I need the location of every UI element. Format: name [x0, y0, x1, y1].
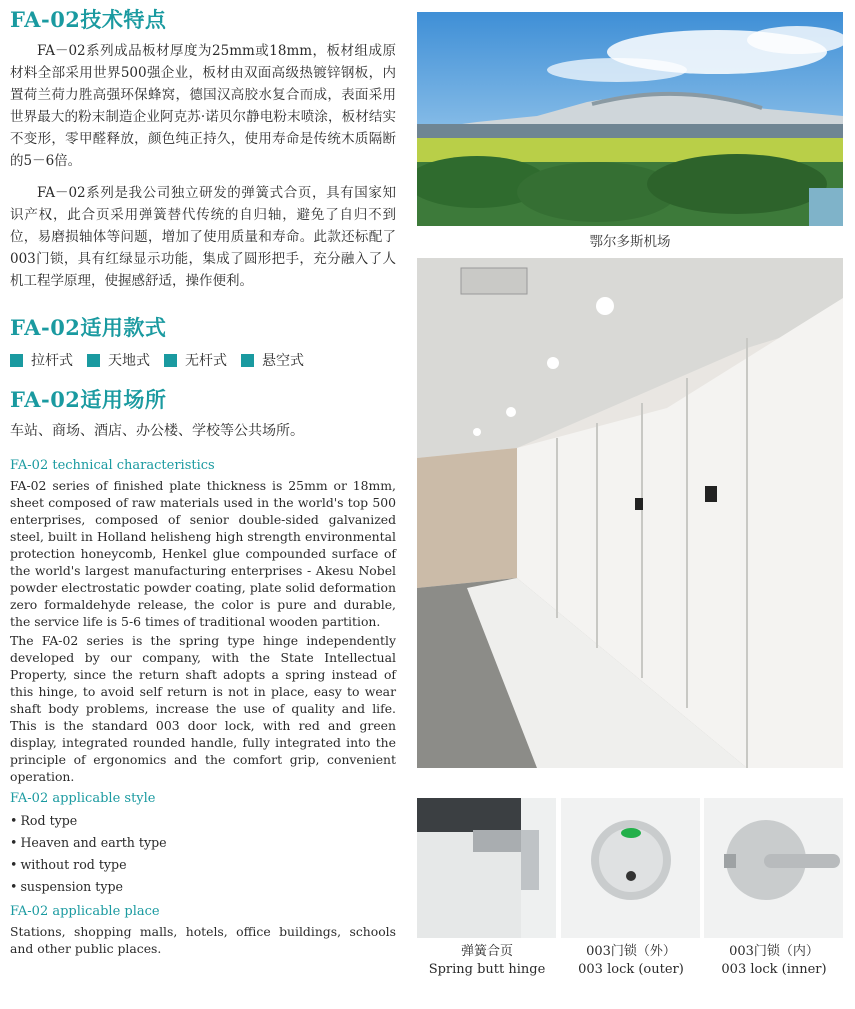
hinge-caption: 弹簧合页 Spring butt hinge [428, 944, 546, 977]
airport-caption: 鄂尔多斯机场 [589, 234, 671, 250]
hinge-photo [417, 798, 556, 938]
en-style-heading: FA-02 applicable style [10, 791, 156, 806]
text-column [10, 0, 396, 957]
style-title: FA-02适用款式 [10, 315, 167, 340]
lock-outer-caption: 003门锁（外） 003 lock (outer) [578, 944, 684, 977]
airport-photo [417, 12, 843, 226]
en-style-list [10, 810, 396, 898]
square-bullet-icon [164, 354, 177, 367]
style-list [10, 350, 396, 370]
en-tech-para-2: The FA-02 series is the spring type hinge independently developed by our company, with the State Intellectual Property, since the return shaft adopts a spring instead of this hinge, to avoid self return is not in place, easy to wear shaft body problems, increase the use of quality and life. This is the standard 003 door lock, with red and green display, integrated rounded handle, fully integrated into the principle of ergonomics and the comfort grip, convenient operation. [10, 633, 396, 784]
lock-inner-photo [704, 798, 843, 938]
en-tech-para-1: FA-02 series of finished plate thickness is 25mm or 18mm, sheet composed of raw materials used in the world's top 500 enterprises, composed of senior double-sided galvanized steel, built in Holland helisheng high strength environmental protection honeycomb, Henkel glue compounded surface of the world's largest manufacturing enterprises - Akesu Nobel powder electrostatic powder coating, plate solid deformation zero formaldehyde release, the color is pure and durable, the service life is 5-6 times of traditional wooden partition. [10, 478, 396, 629]
square-bullet-icon [87, 354, 100, 367]
en-tech-heading: FA-02 technical characteristics [10, 458, 215, 473]
place-text: 车站、商场、酒店、办公楼、学校等公共场所。 [10, 423, 304, 439]
place-title: FA-02适用场所 [10, 387, 167, 412]
tech-para-2: FA－02系列是我公司独立研发的弹簧式合页，具有国家知识产权，此合页采用弹簧替代传统的自归轴，避免了自归不到位，易磨损轴体等问题，增加了使用质量和寿命。此款还标配了003门锁，具有红绿显示功能，集成了圆形把手，充分融入了人机工程学原理，使握感舒适，操作便利。 [10, 185, 396, 289]
lock-inner-caption: 003门锁（内） 003 lock (inner) [721, 944, 827, 977]
square-bullet-icon [10, 354, 23, 367]
en-style-item: • without rod type [10, 854, 396, 876]
en-style-item: • Heaven and earth type [10, 832, 396, 854]
style-item: 拉杆式 [10, 350, 73, 370]
en-style-item: • Rod type [10, 810, 396, 832]
en-style-item: • suspension type [10, 876, 396, 898]
restroom-photo [417, 258, 843, 768]
style-item: 悬空式 [241, 350, 304, 370]
en-place-text: Stations, shopping malls, hotels, office buildings, schools and other public places. [10, 924, 396, 956]
square-bullet-icon [241, 354, 254, 367]
en-place-heading: FA-02 applicable place [10, 904, 160, 919]
lock-outer-photo [561, 798, 700, 938]
style-item: 无杆式 [164, 350, 227, 370]
tech-title: FA-02技术特点 [10, 7, 167, 32]
tech-para-1: FA－02系列成品板材厚度为25mm或18mm，板材组成原材料全部采用世界500强企业，板材由双面高级热镀锌钢板，内置荷兰荷力胜高强环保蜂窝，德国汉高胶水复合而成，表面采用世界最大的粉末制造企业阿克苏·诺贝尔静电粉末喷涂，板材结实不变形，零甲醛释放，颜色纯正持久，使用寿命是传统木质隔断的5－6倍。 [10, 43, 396, 169]
style-item: 天地式 [87, 350, 150, 370]
